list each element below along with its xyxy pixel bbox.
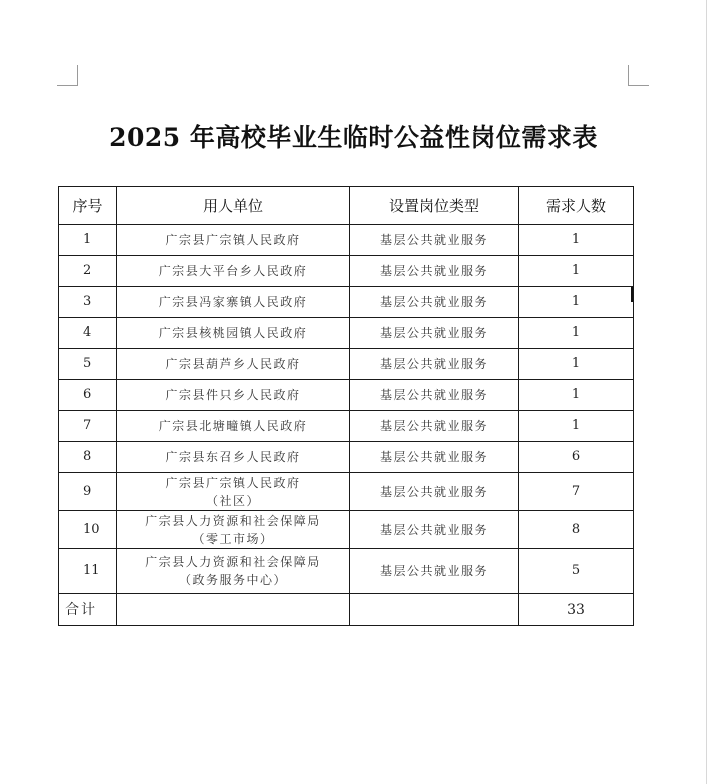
- row-seq: 6: [59, 380, 117, 411]
- row-type: 基层公共就业服务: [350, 411, 519, 442]
- row-unit-line1: 广宗县广宗镇人民政府: [165, 475, 301, 490]
- row-unit-line1: 广宗县广宗镇人民政府: [165, 233, 301, 247]
- table-total-row: [59, 594, 634, 626]
- row-seq: 11: [59, 549, 117, 594]
- table-row: [59, 287, 634, 318]
- top-right-margin-mark: [628, 65, 649, 86]
- row-unit-line1: 广宗县冯家寨镇人民政府: [158, 295, 308, 309]
- row-unit-line1: 广宗县大平台乡人民政府: [158, 264, 308, 278]
- row-type: 基层公共就业服务: [350, 442, 519, 473]
- row-type: 基层公共就业服务: [350, 225, 519, 256]
- total-unit: [117, 594, 350, 626]
- row-unit-line1: 广宗县件只乡人民政府: [165, 388, 301, 402]
- row-count: 1: [519, 256, 634, 287]
- row-unit: [117, 225, 350, 256]
- row-count: 1: [519, 411, 634, 442]
- row-type: 基层公共就业服务: [350, 256, 519, 287]
- table-row: [59, 318, 634, 349]
- row-unit: [117, 380, 350, 411]
- document-title: 2025 年高校毕业生临时公益性岗位需求表: [109, 123, 598, 152]
- row-seq: 2: [59, 256, 117, 287]
- row-unit: [117, 318, 350, 349]
- text-cursor: [631, 287, 633, 302]
- row-unit-line1: 广宗县北塘疃镇人民政府: [158, 419, 308, 433]
- row-unit-line1: 广宗县东召乡人民政府: [165, 450, 301, 464]
- row-unit-line2: （社区）: [205, 493, 260, 508]
- row-type: 基层公共就业服务: [350, 380, 519, 411]
- total-type: [350, 594, 519, 626]
- table-row: [59, 442, 634, 473]
- total-count: 33: [519, 594, 634, 626]
- row-unit-line1: 广宗县人力资源和社会保障局: [145, 513, 321, 528]
- row-type: 基层公共就业服务: [350, 287, 519, 318]
- row-type: 基层公共就业服务: [350, 511, 519, 549]
- table-row: [59, 380, 634, 411]
- header-count: 需求人数: [519, 187, 634, 225]
- table-row: [59, 549, 634, 594]
- table-row: [59, 225, 634, 256]
- row-type: 基层公共就业服务: [350, 349, 519, 380]
- row-unit: [117, 442, 350, 473]
- row-type: 基层公共就业服务: [350, 318, 519, 349]
- row-type: 基层公共就业服务: [350, 549, 519, 594]
- row-seq: 8: [59, 442, 117, 473]
- row-unit: [117, 411, 350, 442]
- row-seq: 5: [59, 349, 117, 380]
- row-unit-line1: 广宗县核桃园镇人民政府: [158, 326, 308, 340]
- row-seq: 1: [59, 225, 117, 256]
- table-header-row: [59, 187, 634, 225]
- table-row: [59, 411, 634, 442]
- row-count: 7: [519, 473, 634, 511]
- row-seq: 10: [59, 511, 117, 549]
- row-seq: 9: [59, 473, 117, 511]
- table-row: [59, 349, 634, 380]
- row-unit: [117, 549, 350, 594]
- header-seq: 序号: [59, 187, 117, 225]
- row-unit: [117, 287, 350, 318]
- job-demand-table: [58, 186, 634, 626]
- table-row: [59, 473, 634, 511]
- row-count: 1: [519, 318, 634, 349]
- row-count: 1: [519, 380, 634, 411]
- row-unit: [117, 473, 350, 511]
- row-count: 1: [519, 349, 634, 380]
- row-count: 1: [519, 287, 634, 318]
- total-label: 合计: [59, 594, 117, 626]
- row-seq: 3: [59, 287, 117, 318]
- row-count: 8: [519, 511, 634, 549]
- row-unit-line1: 广宗县葫芦乡人民政府: [165, 357, 301, 371]
- header-unit: 用人单位: [117, 187, 350, 225]
- table-row: [59, 256, 634, 287]
- table-row: [59, 511, 634, 549]
- row-count: 1: [519, 225, 634, 256]
- row-type: 基层公共就业服务: [350, 473, 519, 511]
- row-seq: 4: [59, 318, 117, 349]
- header-type: 设置岗位类型: [350, 187, 519, 225]
- row-unit: [117, 256, 350, 287]
- row-unit-line2: （零工市场）: [192, 531, 274, 546]
- row-seq: 7: [59, 411, 117, 442]
- row-count: 6: [519, 442, 634, 473]
- top-left-margin-mark: [57, 65, 78, 86]
- row-unit: [117, 511, 350, 549]
- row-count: 5: [519, 549, 634, 594]
- row-unit: [117, 349, 350, 380]
- row-unit-line1: 广宗县人力资源和社会保障局: [145, 555, 321, 569]
- row-unit-line2: （政务服务中心）: [178, 573, 287, 587]
